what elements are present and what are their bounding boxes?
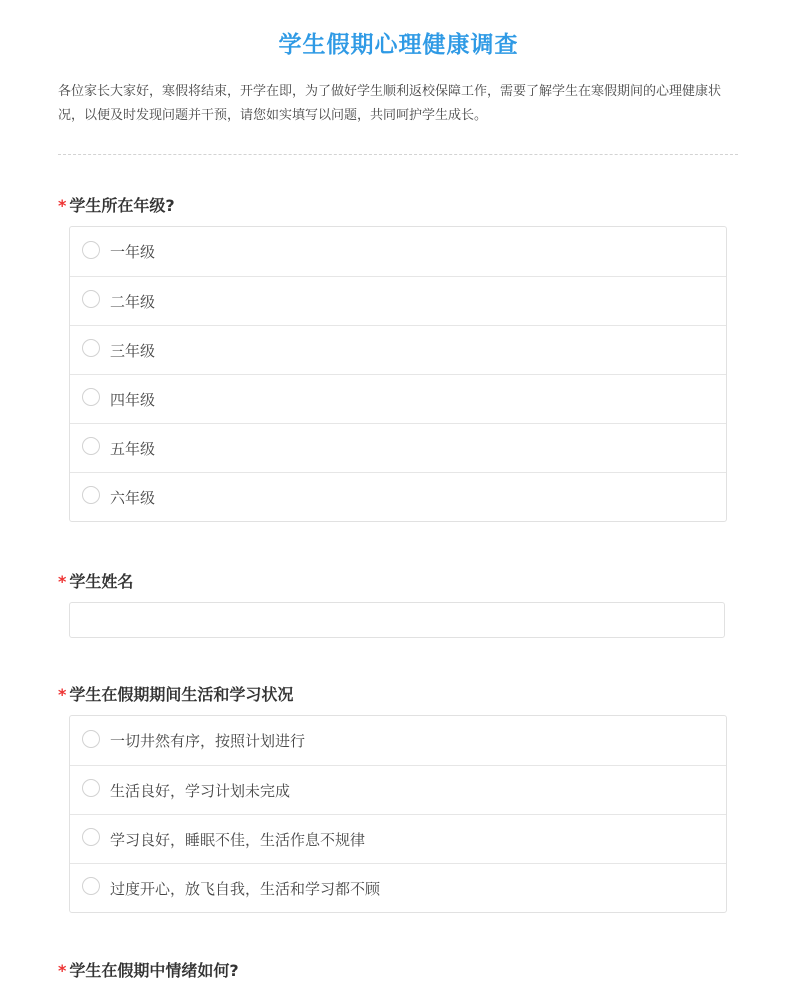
radio-button[interactable] bbox=[82, 828, 100, 846]
question-mood-text: 学生在假期中情绪如何? bbox=[69, 961, 239, 980]
grade-option-1[interactable] bbox=[70, 227, 726, 276]
option-label: 五年级 bbox=[110, 439, 156, 458]
radio-button[interactable] bbox=[82, 779, 100, 797]
option-label: 六年级 bbox=[110, 488, 156, 507]
question-status-text: 学生在假期期间生活和学习状况 bbox=[69, 685, 294, 704]
survey-intro: 各位家长大家好，寒假将结束，开学在即，为了做好学生顺利返校保障工作，需要了解学生在寒假期间的心理健康状况，以便及时发现问题并干预，请您如实填写以问题，共同呵护学生成长。 bbox=[58, 84, 722, 123]
required-mark: * bbox=[58, 196, 67, 215]
radio-button[interactable] bbox=[82, 437, 100, 455]
radio-button[interactable] bbox=[82, 388, 100, 406]
status-option-3[interactable] bbox=[70, 814, 726, 863]
required-mark: * bbox=[58, 961, 67, 980]
required-mark: * bbox=[58, 572, 67, 591]
question-name-text: 学生姓名 bbox=[69, 572, 134, 591]
option-label: 一切井然有序，按照计划进行 bbox=[110, 732, 306, 750]
radio-button[interactable] bbox=[82, 339, 100, 357]
radio-button[interactable] bbox=[82, 486, 100, 504]
status-option-4[interactable] bbox=[70, 863, 726, 912]
status-option-2[interactable] bbox=[70, 765, 726, 814]
radio-button[interactable] bbox=[82, 241, 100, 259]
option-label: 二年级 bbox=[110, 292, 156, 311]
student-name-input[interactable] bbox=[69, 602, 725, 638]
grade-option-2[interactable] bbox=[70, 276, 726, 325]
grade-option-5[interactable] bbox=[70, 423, 726, 472]
grade-option-3[interactable] bbox=[70, 325, 726, 374]
option-label: 一年级 bbox=[110, 243, 156, 261]
question-grade-label bbox=[58, 193, 175, 216]
question-status-options bbox=[69, 715, 727, 913]
option-label: 生活良好，学习计划未完成 bbox=[110, 781, 291, 800]
question-grade-text: 学生所在年级? bbox=[69, 196, 175, 215]
page-title: 学生假期心理健康调查 bbox=[278, 32, 519, 58]
option-label: 四年级 bbox=[110, 390, 156, 409]
grade-option-4[interactable] bbox=[70, 374, 726, 423]
required-mark: * bbox=[58, 685, 67, 704]
question-name-label bbox=[58, 569, 133, 592]
question-mood-label bbox=[58, 958, 239, 981]
section-divider bbox=[58, 154, 738, 155]
question-status-label bbox=[58, 682, 293, 705]
radio-button[interactable] bbox=[82, 290, 100, 308]
option-label: 学习良好，睡眠不佳，生活作息不规律 bbox=[110, 830, 366, 849]
question-grade-options bbox=[69, 226, 727, 522]
status-option-1[interactable] bbox=[70, 716, 726, 765]
grade-option-6[interactable] bbox=[70, 472, 726, 521]
radio-button[interactable] bbox=[82, 730, 100, 748]
radio-button[interactable] bbox=[82, 877, 100, 895]
option-label: 三年级 bbox=[110, 341, 156, 360]
option-label: 过度开心，放飞自我，生活和学习都不顾 bbox=[110, 879, 381, 898]
